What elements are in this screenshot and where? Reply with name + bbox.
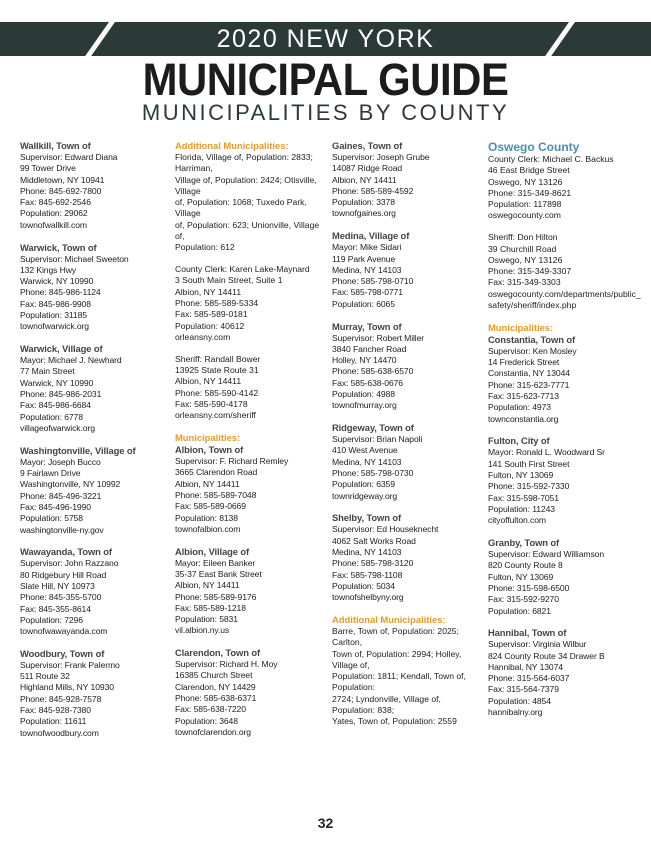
entry-line: 410 West Avenue <box>332 445 398 456</box>
entry-line: County Clerk: Karen Lake-Maynard <box>175 264 310 275</box>
entry-line: Phone: 585-589-4592 <box>332 185 414 196</box>
entry-line: Population: 7296 <box>20 614 83 625</box>
entry-line: 4062 Salt Works Road <box>332 535 416 546</box>
municipality-entry <box>175 444 325 535</box>
entry-line: 119 Park Avenue <box>332 253 396 264</box>
entry-line: Supervisor: Edward Diana <box>20 152 118 162</box>
municipality-name: Washingtonville, Village of <box>20 444 136 456</box>
entry-line: Supervisor: John Razzano <box>20 558 119 569</box>
entry-line: Population: 3378 <box>332 197 395 208</box>
entry-line: Population: 40612 <box>175 320 245 331</box>
municipality-name: Woodbury, Town of <box>20 647 105 659</box>
entry-line: Constantia, NY 13044 <box>488 368 570 379</box>
entry-line: Population: 612 <box>175 242 235 253</box>
entry-line: 46 East Bridge Street <box>488 165 570 176</box>
entry-line: Phone: 585-798-0710 <box>332 276 414 287</box>
entry-line: Population: 5831 <box>175 614 238 625</box>
entry-line: Phone: 585-638-6570 <box>332 366 414 377</box>
entry-line: Fax: 585-638-0676 <box>332 377 403 388</box>
entry-line: 14087 Ridge Road <box>332 163 403 174</box>
entry-line: Fax: 845-986-9908 <box>20 298 91 309</box>
entry-line: 77 Main Street <box>20 366 75 377</box>
municipality-entry <box>20 242 170 333</box>
page-subtitle: MUNICIPALITIES BY COUNTY <box>141 100 510 125</box>
entry-line: townridgeway.org <box>332 490 398 501</box>
entry-line: Slate Hill, NY 10973 <box>20 580 95 591</box>
municipality-name: Ridgeway, Town of <box>332 422 414 434</box>
entry-line: Phone: 315-564-6037 <box>488 673 570 684</box>
entry-line: 35-37 East Bank Street <box>175 568 262 579</box>
entry-line: Middletown, NY 10941 <box>20 174 105 185</box>
entry-line: Population: 6821 <box>488 605 551 616</box>
entry-line: Fax: 845-692-2546 <box>20 197 91 208</box>
entry-line: 141 South First Street <box>488 458 570 469</box>
entry-line: Sheriff: Randall Bower <box>175 353 261 364</box>
municipality-name: Constantia, Town of <box>488 333 575 345</box>
entry-line: Phone: 315-349-8621 <box>488 187 572 198</box>
entry-line: Albion, NY 14411 <box>175 376 242 387</box>
entry-line: 9 Fairlawn Drive <box>20 468 81 479</box>
municipality-name: Wallkill, Town of <box>20 140 91 151</box>
entry-line: Phone: 585-798-0730 <box>332 468 414 479</box>
entry-line: orleansny.com/sheriff <box>175 410 256 421</box>
municipality-entry <box>488 334 638 425</box>
entry-line: Albion, NY 14411 <box>175 286 242 297</box>
entry-line: Oswego, NY 13126 <box>488 254 563 265</box>
entry-line: Fulton, NY 13069 <box>488 571 554 582</box>
entry-line: Mayor: Eileen Banker <box>175 557 256 568</box>
column-3 <box>332 140 482 738</box>
entry-line: Population: 4854 <box>488 695 551 706</box>
entry-line: Supervisor: F. Richard Remley <box>175 456 289 467</box>
entry-line: Albion, NY 14411 <box>175 580 240 591</box>
county-clerk <box>175 264 325 343</box>
entry-line: Population: 3648 <box>175 715 238 726</box>
entry-line: Fax: 845-355-8614 <box>20 603 91 614</box>
entry-line: townofgaines.org <box>332 208 396 219</box>
municipality-entry <box>488 435 638 526</box>
entry-line: Fax: 585-589-0669 <box>175 501 246 512</box>
entry-line: Fax: 845-928-7380 <box>20 705 91 716</box>
entry-line: Population: 11243 <box>488 503 555 514</box>
municipality-entry <box>332 321 482 412</box>
entry-line: Mayor: Joseph Bucco <box>20 456 101 467</box>
entry-line: townofshelbyny.org <box>332 592 404 603</box>
entry-line: Warwick, NY 10990 <box>20 377 94 388</box>
entry-line: Highland Mills, NY 10930 <box>20 682 114 693</box>
municipality-entry <box>20 648 170 739</box>
additional-heading: Additional Municipalities: <box>332 614 446 625</box>
municipality-name: Albion, Town of <box>175 444 244 456</box>
entry-line: Population: 4973 <box>488 402 551 413</box>
municipality-entry <box>332 230 482 310</box>
entry-line: Phone: 845-355-5700 <box>20 592 102 603</box>
municipalities-heading <box>488 322 638 334</box>
entry-line: safety/sheriff/index.php <box>488 300 577 311</box>
entry-line: 80 Ridgebury Hill Road <box>20 569 107 580</box>
sheriff <box>175 354 325 422</box>
entry-line: Supervisor: Joseph Grube <box>332 152 430 162</box>
municipality-entry <box>332 512 482 603</box>
entry-line: 16385 Church Street <box>175 670 253 681</box>
entry-line: Mayor: Michael J. Newhard <box>20 355 122 366</box>
municipality-name: Gaines, Town of <box>332 140 403 151</box>
entry-line: 3 South Main Street, Suite 1 <box>175 275 283 286</box>
entry-line: Phone: 845-986-1124 <box>20 287 101 298</box>
entry-line: oswegocounty.com/departments/public_ <box>488 288 641 299</box>
municipality-name: Granby, Town of <box>488 537 560 549</box>
entry-line: Population: 6065 <box>332 298 395 309</box>
entry-line: Phone: 585-590-4142 <box>175 387 259 398</box>
entry-line: Albion, NY 14411 <box>175 478 240 489</box>
municipality-entry <box>488 627 638 718</box>
entry-line: Phone: 585-589-5334 <box>175 298 259 309</box>
municipality-entry <box>20 140 170 231</box>
entry-line: Phone: 845-986-2031 <box>20 389 102 400</box>
column-1 <box>20 140 170 749</box>
municipality-entry <box>488 537 638 617</box>
entry-line: 3840 Fancher Road <box>332 343 407 354</box>
entry-line: Population: 8138 <box>175 512 238 523</box>
spacer <box>488 222 638 233</box>
additional-municipalities <box>332 614 482 728</box>
entry-line: Sheriff: Don Hilton <box>488 232 558 243</box>
entry-line: townofalbion.com <box>175 523 241 534</box>
entry-line: Phone: 315-598-6500 <box>488 582 570 593</box>
entry-line: Supervisor: Richard H. Moy <box>175 659 278 670</box>
entry-line: Supervisor: Frank Palermo <box>20 659 120 670</box>
entry-line: 13925 State Route 31 <box>175 365 259 376</box>
entry-line: Supervisor: Robert Miller <box>332 332 425 343</box>
entry-line: Population: 31185 <box>20 310 87 321</box>
banner-title: 2020 NEW YORK <box>216 25 435 53</box>
entry-line: Fax: 315-349-3303 <box>488 277 561 288</box>
entry-line: Population: 29062 <box>20 208 88 219</box>
entry-line: Village of, Population: 2424; Otisville, Village <box>175 174 317 196</box>
entry-line: Medina, NY 14103 <box>332 547 402 558</box>
municipality-entry <box>332 140 482 220</box>
municipalities-heading-text: Municipalities: <box>175 432 241 444</box>
entry-line: Supervisor: Ed Houseknecht <box>332 524 439 535</box>
entry-line: Phone: 585-638-6371 <box>175 693 257 704</box>
column-4 <box>488 140 641 729</box>
entry-line: townconstantia.org <box>488 413 559 424</box>
entry-line: Population: 117898 <box>488 199 562 210</box>
additional-heading: Additional Municipalities: <box>175 140 289 151</box>
entry-line: Medina, NY 14103 <box>332 456 402 467</box>
entry-line: Fulton, NY 13069 <box>488 470 554 481</box>
entry-line: Population: 11611 <box>20 716 87 727</box>
entry-line: Fax: 585-590-4178 <box>175 398 248 409</box>
entry-line: Fax: 845-986-6684 <box>20 400 91 411</box>
entry-line: Supervisor: Virginia Wilbur <box>488 639 587 650</box>
entry-line: 2724; Lyndonville, Village of, Population: 838; <box>332 693 441 716</box>
entry-line: 820 County Route 8 <box>488 560 563 571</box>
entry-line: Population: 5034 <box>332 580 395 591</box>
county-name: Oswego County <box>488 140 580 154</box>
entry-line: 3665 Clarendon Road <box>175 467 258 478</box>
entry-line: Phone: 845-692-7800 <box>20 185 102 196</box>
entry-line: Population: 1811; Kendall, Town of, Population: <box>332 671 466 693</box>
municipality-entry <box>175 647 325 738</box>
entry-line: Phone: 585-798-3120 <box>332 558 414 569</box>
entry-line: Mayor: Mike Sidari <box>332 242 402 253</box>
municipality-entry <box>332 422 482 502</box>
entry-line: Barre, Town of, Population: 2025; Carlton, <box>332 626 459 648</box>
entry-line: Warwick, NY 10990 <box>20 276 94 287</box>
municipality-name: Medina, Village of <box>332 230 410 242</box>
entry-line: Supervisor: Michael Sweeton <box>20 253 129 264</box>
municipalities-heading <box>175 432 325 444</box>
entry-line: Fax: 585-798-1108 <box>332 569 403 580</box>
entry-line: Mayor: Ronald L. Woodward Sr <box>488 447 605 458</box>
entry-line: Hannibal, NY 13074 <box>488 661 563 672</box>
entry-line: Fax: 845-496-1990 <box>20 501 91 512</box>
municipalities-heading-text: Municipalities: <box>488 321 554 333</box>
entry-line: Population: 5758 <box>20 513 83 524</box>
entry-line: of, Population: 623; Unionville, Village of, <box>175 219 320 242</box>
entry-line: 99 Tower Drive <box>20 163 76 174</box>
entry-line: Fax: 315-592-9270 <box>488 594 559 605</box>
entry-line: Population: 6359 <box>332 479 395 490</box>
municipality-name: Murray, Town of <box>332 320 402 332</box>
entry-line: Town of, Population: 2994; Holley, Village of, <box>332 648 462 670</box>
entry-line: 39 Churchill Road <box>488 243 557 254</box>
entry-line: cityoffulton.com <box>488 515 546 526</box>
entry-line: hannibalny.org <box>488 707 543 718</box>
entry-line: Supervisor: Ken Mosley <box>488 345 577 356</box>
entry-line: of, Population: 1068; Tuxedo Park, Village <box>175 197 307 219</box>
municipality-name: Hannibal, Town of <box>488 627 567 639</box>
entry-line: vil.albion.ny.us <box>175 625 230 636</box>
entry-line: Albion, NY 14411 <box>332 174 397 185</box>
entry-line: townofclarendon.org <box>175 726 251 737</box>
entry-line: washingtonville-ny.gov <box>20 524 104 535</box>
entry-line: oswegocounty.com <box>488 210 561 221</box>
entry-line: Fax: 585-589-0181 <box>175 309 248 320</box>
entry-line: Supervisor: Brian Napoli <box>332 434 423 445</box>
entry-line: Holley, NY 14470 <box>332 355 397 366</box>
entry-line: villageofwarwick.org <box>20 422 95 433</box>
entry-line: townofmurray.org <box>332 400 397 411</box>
municipality-name: Warwick, Town of <box>20 241 97 253</box>
entry-line: 132 Kings Hwy <box>20 264 77 275</box>
entry-line: townofwoodbury.com <box>20 727 99 738</box>
municipality-name: Fulton, City of <box>488 435 550 447</box>
municipality-name: Clarendon, Town of <box>175 647 260 659</box>
entry-line: townofwarwick.org <box>20 321 89 332</box>
municipality-entry <box>20 546 170 637</box>
entry-line: Supervisor: Edward Williamson <box>488 549 605 560</box>
entry-line: orleansny.com <box>175 331 231 342</box>
entry-line: Phone: 585-589-7048 <box>175 489 257 500</box>
sheriff <box>488 232 641 311</box>
entry-line: 824 County Route 34 Drawer B <box>488 650 605 661</box>
entry-line: Oswego, NY 13126 <box>488 176 563 187</box>
municipality-name: Wawayanda, Town of <box>20 546 112 558</box>
entry-line: 511 Route 32 <box>20 671 70 682</box>
municipality-name: Warwick, Village of <box>20 343 103 355</box>
entry-line: Population: 6778 <box>20 411 83 422</box>
entry-line: Clarendon, NY 14429 <box>175 681 256 692</box>
municipality-entry <box>20 343 170 434</box>
entry-line: townofwawayanda.com <box>20 626 108 637</box>
municipality-name: Shelby, Town of <box>332 512 401 524</box>
entry-line: Phone: 845-928-7578 <box>20 693 102 704</box>
additional-municipalities <box>175 140 325 254</box>
entry-line: Phone: 585-589-9176 <box>175 591 257 602</box>
entry-line: Fax: 585-798-0771 <box>332 287 403 298</box>
entry-line: townofwallkill.com <box>20 219 87 230</box>
municipality-entry <box>175 546 325 637</box>
entry-line: Medina, NY 14103 <box>332 264 402 275</box>
entry-line: Florida, Village of, Population: 2833; Harriman, <box>175 152 313 174</box>
entry-line: Population: 4988 <box>332 389 395 400</box>
entry-line: Washingtonville, NY 10992 <box>20 479 121 490</box>
entry-line: Fax: 315-598-7051 <box>488 492 559 503</box>
page-number: 32 <box>317 815 334 831</box>
county-block <box>488 140 638 222</box>
entry-line: Phone: 315-623-7771 <box>488 379 570 390</box>
entry-line: 14 Frederick Street <box>488 357 560 368</box>
page-title: MUNICIPAL GUIDE <box>142 54 509 105</box>
entry-line: Phone: 315-349-3307 <box>488 266 572 277</box>
entry-line: County Clerk: Michael C. Backus <box>488 154 614 164</box>
entry-line: Yates, Town of, Population: 2559 <box>332 716 457 727</box>
municipality-entry <box>20 445 170 536</box>
column-2 <box>175 140 325 749</box>
entry-line: Phone: 315-592-7330 <box>488 481 570 492</box>
municipality-name: Albion, Village of <box>175 545 250 557</box>
entry-line: Fax: 585-589-1218 <box>175 602 246 613</box>
entry-line: Fax: 315-623-7713 <box>488 391 559 402</box>
entry-line: Fax: 315-564-7379 <box>488 684 559 695</box>
entry-line: Phone: 845-496-3221 <box>20 490 102 501</box>
entry-line: Fax: 585-638-7220 <box>175 704 246 715</box>
